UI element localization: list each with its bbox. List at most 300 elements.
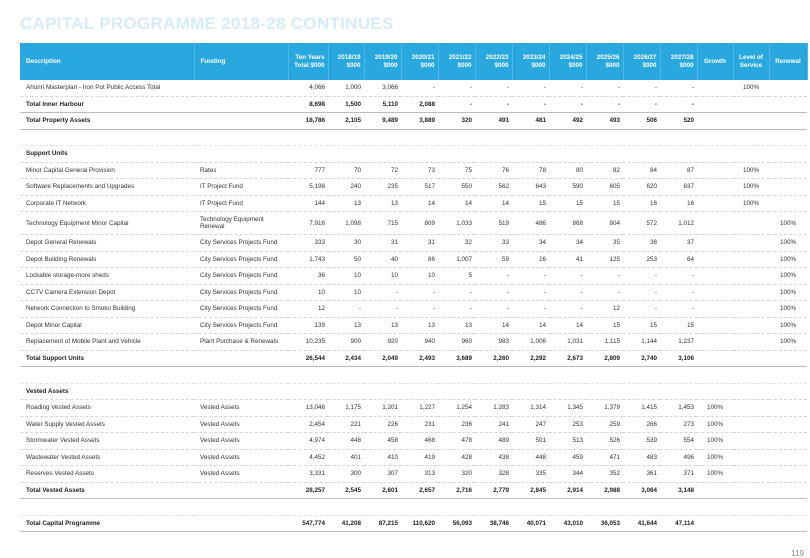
table-row: [20, 334, 807, 351]
total-row: [20, 515, 807, 532]
row-year-value: 1,031: [549, 334, 586, 351]
section-title: Support Units: [20, 146, 807, 163]
row-renewal: [769, 96, 807, 113]
row-year-value: 247: [512, 416, 549, 433]
table-row: [20, 251, 807, 268]
col-header-renewal: Renewal: [769, 43, 807, 80]
row-year-value: -: [475, 268, 512, 285]
row-description: Replacement of Mobile Plant and Vehicle: [20, 334, 194, 351]
row-year-value: 1,237: [660, 334, 697, 351]
row-year-value: 84: [623, 162, 660, 179]
row-renewal: 100%: [769, 301, 807, 318]
row-level-of-service: [733, 482, 769, 499]
spacer-row: [20, 499, 807, 516]
row-year-value: 87,215: [364, 515, 401, 532]
row-year-value: -: [586, 96, 623, 113]
row-funding: Vested Assets: [194, 400, 288, 417]
row-year-value: 73: [401, 162, 438, 179]
row-year-value: 14: [549, 317, 586, 334]
row-growth: [697, 195, 733, 212]
row-year-value: -: [438, 284, 475, 301]
row-year-value: 2,845: [512, 482, 549, 499]
row-year-value: 493: [586, 113, 623, 130]
table-row: [20, 179, 807, 196]
row-year-value: -: [660, 96, 697, 113]
row-year-value: -: [512, 80, 549, 96]
row-year-value: 253: [623, 251, 660, 268]
row-growth: 100%: [697, 466, 733, 483]
row-growth: [697, 301, 733, 318]
row-year-value: 34: [549, 235, 586, 252]
row-year-value: 235: [364, 179, 401, 196]
row-year-value: 231: [401, 416, 438, 433]
row-description: Stormwater Vested Assets: [20, 433, 194, 450]
row-description: Reserves Vested Assets: [20, 466, 194, 483]
row-funding: [194, 350, 288, 367]
row-description: Roading Vested Assets: [20, 400, 194, 417]
row-ten-year-total: 28,257: [288, 482, 328, 499]
row-renewal: 100%: [769, 268, 807, 285]
row-year-value: 2,716: [438, 482, 475, 499]
row-year-value: 572: [623, 212, 660, 235]
row-year-value: -: [586, 284, 623, 301]
row-year-value: 3,889: [401, 113, 438, 130]
row-year-value: 471: [586, 449, 623, 466]
row-year-value: 2,601: [364, 482, 401, 499]
table-row: [20, 235, 807, 252]
row-year-value: 1,033: [438, 212, 475, 235]
row-year-value: -: [512, 268, 549, 285]
row-level-of-service: 100%: [733, 80, 769, 96]
row-level-of-service: [733, 515, 769, 532]
row-funding: City Services Projects Fund: [194, 235, 288, 252]
row-year-value: -: [401, 80, 438, 96]
row-year-value: 14: [475, 195, 512, 212]
section-header-row: [20, 146, 807, 163]
row-year-value: 75: [438, 162, 475, 179]
table-row: [20, 433, 807, 450]
row-funding: [194, 515, 288, 532]
row-year-value: 809: [401, 212, 438, 235]
row-growth: [697, 284, 733, 301]
row-growth: 100%: [697, 433, 733, 450]
row-ten-year-total: 333: [288, 235, 328, 252]
row-year-value: 2,545: [328, 482, 364, 499]
row-year-value: -: [475, 80, 512, 96]
row-renewal: [769, 416, 807, 433]
row-year-value: 401: [328, 449, 364, 466]
row-year-value: 550: [438, 179, 475, 196]
row-level-of-service: 100%: [733, 162, 769, 179]
col-header-description: Description: [20, 43, 194, 80]
row-year-value: 14: [438, 195, 475, 212]
row-description: Total Capital Programme: [20, 515, 194, 532]
row-year-value: -: [660, 284, 697, 301]
table-row: [20, 400, 807, 417]
row-year-value: 15: [623, 317, 660, 334]
row-level-of-service: [733, 96, 769, 113]
row-description: Software Replacements and Upgrades: [20, 179, 194, 196]
row-year-value: 1,227: [401, 400, 438, 417]
row-year-value: 1,201: [364, 400, 401, 417]
row-year-value: 562: [475, 179, 512, 196]
row-growth: [697, 162, 733, 179]
row-description: Depot Building Renewals: [20, 251, 194, 268]
row-year-value: 1,006: [512, 334, 549, 351]
row-year-value: 2,105: [328, 113, 364, 130]
row-funding: Vested Assets: [194, 449, 288, 466]
row-level-of-service: [733, 212, 769, 235]
row-year-value: 489: [475, 433, 512, 450]
row-year-value: 86: [401, 251, 438, 268]
row-year-value: 320: [438, 113, 475, 130]
col-header-funding: Funding: [194, 43, 288, 80]
total-row: [20, 482, 807, 499]
row-year-value: 76: [475, 162, 512, 179]
table-row: [20, 416, 807, 433]
col-header-2026-27: 2026/27 $000: [623, 43, 660, 80]
col-header-2019-20: 2019/20 $000: [364, 43, 401, 80]
row-year-value: 41,644: [623, 515, 660, 532]
row-year-value: 643: [512, 179, 549, 196]
row-level-of-service: [733, 113, 769, 130]
row-year-value: 419: [401, 449, 438, 466]
row-year-value: 1,175: [328, 400, 364, 417]
spacer-cell: [20, 129, 807, 146]
row-year-value: 56,093: [438, 515, 475, 532]
table-row: [20, 80, 807, 96]
table-header: [20, 43, 807, 80]
row-ten-year-total: 5,198: [288, 179, 328, 196]
row-year-value: 458: [364, 433, 401, 450]
row-growth: [697, 113, 733, 130]
row-year-value: 554: [660, 433, 697, 450]
row-level-of-service: [733, 466, 769, 483]
row-year-value: 10: [328, 268, 364, 285]
row-ten-year-total: 18,786: [288, 113, 328, 130]
row-year-value: -: [512, 301, 549, 318]
col-header-2020-21: 2020/21 $000: [401, 43, 438, 80]
row-level-of-service: [733, 334, 769, 351]
row-year-value: 371: [660, 466, 697, 483]
row-year-value: -: [586, 268, 623, 285]
row-year-value: 481: [512, 113, 549, 130]
row-year-value: 605: [586, 179, 623, 196]
row-year-value: 14: [512, 317, 549, 334]
row-year-value: 16: [623, 195, 660, 212]
row-year-value: 1,453: [660, 400, 697, 417]
row-year-value: -: [512, 96, 549, 113]
row-year-value: 520: [660, 113, 697, 130]
row-renewal: 100%: [769, 251, 807, 268]
row-year-value: 2,434: [328, 350, 364, 367]
row-renewal: [769, 515, 807, 532]
row-year-value: 1,115: [586, 334, 623, 351]
row-year-value: 5: [438, 268, 475, 285]
row-year-value: 3,066: [364, 80, 401, 96]
row-year-value: 492: [549, 113, 586, 130]
row-year-value: 38,746: [475, 515, 512, 532]
row-description: Network Connection to Smoko Building: [20, 301, 194, 318]
row-description: Corporate IT Network: [20, 195, 194, 212]
spacer-row: [20, 129, 807, 146]
row-ten-year-total: 144: [288, 195, 328, 212]
row-year-value: 804: [586, 212, 623, 235]
row-year-value: 13: [364, 317, 401, 334]
row-year-value: 2,988: [586, 482, 623, 499]
table-body: [20, 80, 807, 532]
row-year-value: 352: [586, 466, 623, 483]
row-year-value: 2,088: [401, 96, 438, 113]
row-year-value: 2,673: [549, 350, 586, 367]
capital-programme-table: [20, 43, 808, 532]
row-year-value: 320: [438, 466, 475, 483]
row-year-value: 539: [623, 433, 660, 450]
table-row: [20, 449, 807, 466]
row-year-value: 637: [660, 179, 697, 196]
table-row: [20, 301, 807, 318]
row-year-value: -: [623, 80, 660, 96]
row-level-of-service: [733, 268, 769, 285]
row-year-value: 501: [512, 433, 549, 450]
row-renewal: [769, 449, 807, 466]
row-description: Depot Minor Capital: [20, 317, 194, 334]
row-year-value: 590: [549, 179, 586, 196]
row-year-value: 14: [475, 317, 512, 334]
row-year-value: 2,260: [475, 350, 512, 367]
row-year-value: 253: [549, 416, 586, 433]
table-row: [20, 466, 807, 483]
table-row: [20, 212, 807, 235]
row-year-value: 32: [438, 235, 475, 252]
col-header-2023-24: 2023/24 $000: [512, 43, 549, 80]
row-year-value: 36,053: [586, 515, 623, 532]
row-level-of-service: [733, 433, 769, 450]
row-ten-year-total: 7,916: [288, 212, 328, 235]
row-level-of-service: 100%: [733, 195, 769, 212]
row-level-of-service: [733, 235, 769, 252]
row-ten-year-total: 139: [288, 317, 328, 334]
row-year-value: 1,415: [623, 400, 660, 417]
row-level-of-service: [733, 251, 769, 268]
row-funding: City Services Projects Fund: [194, 251, 288, 268]
row-year-value: 226: [364, 416, 401, 433]
row-year-value: 221: [328, 416, 364, 433]
row-year-value: 438: [475, 449, 512, 466]
row-year-value: 15: [586, 195, 623, 212]
row-year-value: -: [549, 96, 586, 113]
row-year-value: 87: [660, 162, 697, 179]
row-year-value: 15: [660, 317, 697, 334]
row-year-value: 12: [586, 301, 623, 318]
row-year-value: -: [364, 284, 401, 301]
row-ten-year-total: 4,974: [288, 433, 328, 450]
row-renewal: 100%: [769, 235, 807, 252]
row-year-value: 31: [364, 235, 401, 252]
row-funding: City Services Projects Fund: [194, 268, 288, 285]
row-year-value: 715: [364, 212, 401, 235]
col-header-2027-28: 2027/28 $000: [660, 43, 697, 80]
spacer-cell: [20, 499, 807, 516]
row-year-value: 478: [438, 433, 475, 450]
row-renewal: [769, 179, 807, 196]
row-year-value: -: [475, 284, 512, 301]
row-year-value: 13: [401, 317, 438, 334]
row-year-value: 3,064: [623, 482, 660, 499]
row-renewal: 100%: [769, 317, 807, 334]
row-funding: [194, 96, 288, 113]
row-growth: [697, 251, 733, 268]
row-funding: Vested Assets: [194, 433, 288, 450]
row-year-value: 526: [586, 433, 623, 450]
row-year-value: 2,914: [549, 482, 586, 499]
row-funding: Vested Assets: [194, 416, 288, 433]
row-ten-year-total: 777: [288, 162, 328, 179]
row-year-value: -: [401, 284, 438, 301]
row-ten-year-total: 10: [288, 284, 328, 301]
row-growth: [697, 96, 733, 113]
row-renewal: [769, 113, 807, 130]
row-year-value: 361: [623, 466, 660, 483]
row-year-value: 1,500: [328, 96, 364, 113]
row-year-value: 1,012: [660, 212, 697, 235]
row-renewal: [769, 195, 807, 212]
row-year-value: 2,292: [512, 350, 549, 367]
row-year-value: -: [364, 301, 401, 318]
row-level-of-service: [733, 301, 769, 318]
row-funding: Plant Purchase & Renewals: [194, 334, 288, 351]
row-year-value: 10: [328, 284, 364, 301]
row-growth: [697, 212, 733, 235]
row-year-value: 273: [660, 416, 697, 433]
row-description: Depot General Renewals: [20, 235, 194, 252]
row-year-value: 35: [586, 235, 623, 252]
table-row: [20, 268, 807, 285]
row-year-value: 110,620: [401, 515, 438, 532]
row-ten-year-total: 4,066: [288, 80, 328, 96]
row-year-value: 47,114: [660, 515, 697, 532]
row-year-value: 5,110: [364, 96, 401, 113]
total-row: [20, 350, 807, 367]
row-renewal: [769, 482, 807, 499]
row-ten-year-total: 13,046: [288, 400, 328, 417]
row-year-value: 2,493: [401, 350, 438, 367]
row-year-value: -: [623, 284, 660, 301]
row-year-value: 448: [512, 449, 549, 466]
row-ten-year-total: 12: [288, 301, 328, 318]
row-year-value: 10: [364, 268, 401, 285]
row-growth: [697, 179, 733, 196]
row-year-value: -: [623, 301, 660, 318]
row-level-of-service: [733, 449, 769, 466]
row-description: Lockable storage-more sheds: [20, 268, 194, 285]
row-year-value: 3,689: [438, 350, 475, 367]
row-funding: IT Project Fund: [194, 179, 288, 196]
row-renewal: [769, 80, 807, 96]
row-year-value: 72: [364, 162, 401, 179]
row-renewal: [769, 400, 807, 417]
row-funding: Technology Equipment Renewal: [194, 212, 288, 235]
row-year-value: 491: [475, 113, 512, 130]
row-year-value: 1,144: [623, 334, 660, 351]
row-year-value: 307: [364, 466, 401, 483]
row-funding: IT Project Fund: [194, 195, 288, 212]
row-year-value: -: [549, 268, 586, 285]
col-header-2021-22: 2021/22 $000: [438, 43, 475, 80]
row-year-value: 468: [401, 433, 438, 450]
row-year-value: -: [623, 96, 660, 113]
row-year-value: 1,314: [512, 400, 549, 417]
row-description: Water Supply Vested Assets: [20, 416, 194, 433]
row-ten-year-total: 2,454: [288, 416, 328, 433]
row-year-value: 13: [364, 195, 401, 212]
row-year-value: 80: [549, 162, 586, 179]
row-year-value: 960: [438, 334, 475, 351]
row-year-value: 2,049: [364, 350, 401, 367]
row-renewal: 100%: [769, 284, 807, 301]
row-year-value: -: [549, 80, 586, 96]
row-year-value: 40: [364, 251, 401, 268]
row-renewal: [769, 466, 807, 483]
row-description: Total Support Units: [20, 350, 194, 367]
section-title: Vested Assets: [20, 383, 807, 400]
row-renewal: 100%: [769, 334, 807, 351]
row-year-value: 300: [328, 466, 364, 483]
row-funding: [194, 482, 288, 499]
col-header-ten-year-total: Ten Years Total $000: [288, 43, 328, 80]
col-header-growth: Growth: [697, 43, 733, 80]
row-description: Ahuriri Masterplan - Iron Pot Public Access Total: [20, 80, 194, 96]
col-header-2024-25: 2024/25 $000: [549, 43, 586, 80]
row-year-value: 236: [438, 416, 475, 433]
row-year-value: 13: [438, 317, 475, 334]
row-year-value: 519: [475, 212, 512, 235]
row-renewal: [769, 350, 807, 367]
row-year-value: 900: [328, 334, 364, 351]
row-year-value: 486: [512, 212, 549, 235]
row-level-of-service: 100%: [733, 179, 769, 196]
row-year-value: 1,345: [549, 400, 586, 417]
row-year-value: -: [475, 96, 512, 113]
row-year-value: 2,809: [586, 350, 623, 367]
row-year-value: -: [549, 301, 586, 318]
row-funding: City Services Projects Fund: [194, 301, 288, 318]
row-ten-year-total: 4,452: [288, 449, 328, 466]
row-year-value: 335: [512, 466, 549, 483]
row-level-of-service: [733, 400, 769, 417]
row-year-value: 868: [549, 212, 586, 235]
row-year-value: 410: [364, 449, 401, 466]
row-year-value: -: [328, 301, 364, 318]
row-year-value: 483: [623, 449, 660, 466]
row-year-value: 328: [475, 466, 512, 483]
row-year-value: 506: [623, 113, 660, 130]
row-year-value: 459: [549, 449, 586, 466]
row-year-value: 13: [328, 317, 364, 334]
row-year-value: 920: [364, 334, 401, 351]
row-year-value: 266: [623, 416, 660, 433]
row-level-of-service: [733, 284, 769, 301]
row-year-value: 620: [623, 179, 660, 196]
row-year-value: 16: [512, 251, 549, 268]
table-row: [20, 284, 807, 301]
col-header-2022-23: 2022/23 $000: [475, 43, 512, 80]
page-title: CAPITAL PROGRAMME 2018-28 CONTINUES: [20, 14, 394, 33]
row-year-value: -: [549, 284, 586, 301]
row-year-value: 1,379: [586, 400, 623, 417]
row-year-value: 2,657: [401, 482, 438, 499]
row-year-value: 70: [328, 162, 364, 179]
